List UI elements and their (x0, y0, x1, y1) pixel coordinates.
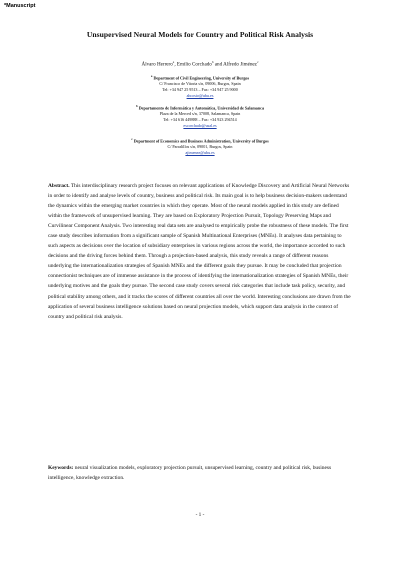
affiliation-mark: b (135, 104, 138, 108)
affiliation-line: C/ Parralillos s/n, 09001, Burgos, Spain (167, 144, 233, 150)
abstract-label: Abstract. (48, 183, 70, 189)
author-name: and Alfredo Jiménez (213, 61, 257, 68)
keywords-label: Keywords: (48, 465, 74, 471)
manuscript-tag: *Manuscript (4, 3, 36, 9)
abstract-text: This interdisciplinary research project focuses on relevant applications of Knowledge Discovery and Artificial Neural Networks in order to identify and analyse levels of country, business and political risk. Its main goal is to help business decision-makers understand the dynamics within the emerging market countries in which they operate. Most of the neural models applied in this study are defined within the framework of unsupervised learning. They are based on Exploratory Projection Pursuit, Topology Preserving Maps and Curvilinear Component Analysis. Two interesting real data sets are analysed to empirically probe the robustness of these models. The first case study describes information from a significant sample of Spanish Multinational Enterprises (MNEs). It analyses data pertaining to such aspects as decisions over the location of subsidiary enterprises in various regions across the world, the importance accorded to such decisions and the driving forces behind them. Through a projection-based analysis, this study reveals a range of different reasons underlying the internationalization strategies of Spanish MNEs and the different goals they pursue. It may be concluded that projection connectionist techniques are of immense assistance in the process of identifying the internationalization strategies of Spanish MNEs, their underlying motives and the goals they pursue. The second case study covers several risk categories that include task policy, security, and political stability among others, and it tracks the scores of different countries all over the world. Interesting conclusions are drawn from the application of several business intelligence solutions based on neural projection models, which support data analysis in the context of country and political risk analysis. (48, 183, 351, 320)
affiliation-block (48, 136, 352, 156)
affiliation-mark: a (150, 74, 153, 78)
affiliation-line: Plaza de la Merced s/n, 37008, Salamanca, Spain (159, 111, 241, 117)
abstract-paragraph (48, 181, 352, 322)
affiliation-line: Tel: +34 616 449888 – Fax: +34 923 294514 (163, 117, 237, 123)
affiliation-line: $^c$ Department of Economics and Business Administration, University of Burgos (131, 137, 269, 144)
author-affiliation-mark: b (211, 60, 214, 64)
affiliation-block (48, 103, 352, 129)
affiliation-line: $^b$ Departamento de Informática y Automática, Universidad de Salamanca (135, 104, 264, 111)
paper-title: Unsupervised Neural Models for Country and Political Risk Analysis (86, 30, 314, 39)
author-affiliation-mark: a (172, 60, 175, 64)
affiliation-mark: c (131, 137, 133, 141)
affiliation-block (48, 73, 352, 99)
author-name: , Emilio Corchado (174, 61, 212, 68)
affiliation-line: C/ Francisco de Vitoria s/n, 09006, Burgos, Spain (159, 81, 241, 87)
author-line (48, 60, 352, 68)
affiliation-line: Tel: +34 947 25 9513 – Fax: +34 947 25 9000 (162, 87, 238, 93)
author-name: Álvaro Herrero (141, 61, 173, 68)
affiliation-line: $^a$ Department of Civil Engineering, University of Burgos (150, 74, 250, 81)
author-affiliation-mark: c (256, 60, 259, 64)
keywords-text: neural visualization models, exploratory projection pursuit, unsupervised learning, country and political risk, business intelligence, knowledge extraction. (48, 465, 332, 482)
keywords-paragraph (48, 463, 352, 483)
email-link[interactable]: ahcosio@ubu.es (186, 93, 214, 99)
page-number: - 1 - (195, 512, 205, 518)
email-link[interactable]: ajimenez@ubu.es (185, 150, 215, 156)
email-link[interactable]: escorchado@usal.es (183, 123, 217, 129)
